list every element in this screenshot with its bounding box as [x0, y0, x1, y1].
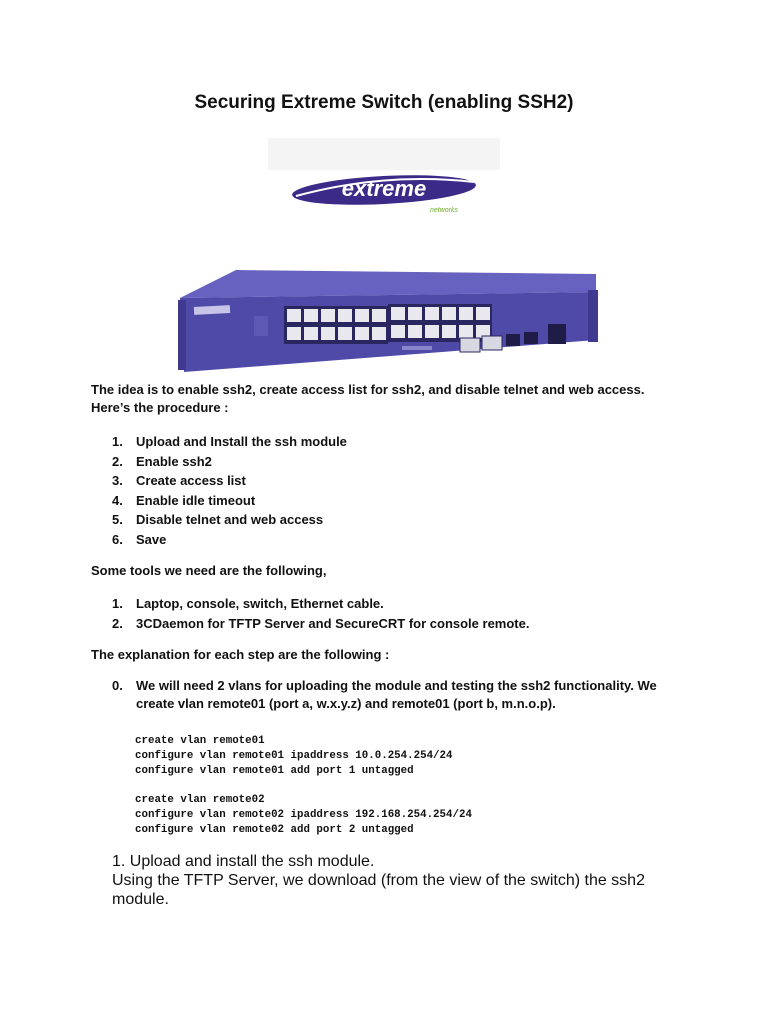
tools-intro: Some tools we need are the following,	[91, 563, 327, 578]
list-item: 2. Enable ssh2	[112, 453, 212, 469]
tools-list	[112, 594, 672, 633]
logo-subtext: networks	[429, 207, 459, 214]
intro-paragraph: The idea is to enable ssh2, create access list for ssh2, and disable telnet and web access. Here’s the procedure :	[91, 382, 645, 415]
explanation-intro: The explanation for each step are the following :	[91, 647, 390, 662]
step-1-section	[112, 852, 672, 909]
code-block-vlan-remote01: create vlan remote01 configure vlan remote01 ipaddress 10.0.254.254/24 configure vlan remote01 add port 1 untagged	[135, 735, 453, 777]
list-item: 1. Upload and install the ssh module. Using the TFTP Server, we download (from the view of the switch) the ssh2 module.	[112, 853, 645, 908]
extreme-networks-logo	[268, 138, 500, 223]
logo-text: extreme	[341, 176, 427, 201]
port-bank-2	[388, 304, 492, 342]
list-item: 6. Save	[112, 531, 167, 547]
step-1-text: Using the TFTP Server, we download (from the view of the switch) the ssh2 module.	[112, 872, 645, 908]
code-block-vlan-remote02: create vlan remote02 configure vlan remote02 ipaddress 192.168.254.254/24 configure vlan remote02 add port 2 untagged	[135, 794, 472, 836]
page-title: Securing Extreme Switch (enabling SSH2)	[194, 92, 574, 113]
procedure-list	[112, 432, 672, 549]
switch-image	[176, 268, 600, 374]
list-item: 1. Laptop, console, switch, Ethernet cable.	[112, 596, 384, 611]
port-bank-1	[284, 306, 388, 344]
list-item: 1. Upload and Install the ssh module	[112, 434, 347, 449]
explanation-list	[112, 677, 672, 713]
list-item: 5. Disable telnet and web access	[112, 512, 324, 527]
list-item: 4. Enable idle timeout	[112, 492, 256, 508]
step-1-heading: Upload and install the ssh module.	[129, 853, 375, 870]
list-item: 0. We will need 2 vlans for uploading the module and testing the ssh2 functionality. We create vlan remote01 (port a, w.x.y.z) and remote01 (port b, m.n.o.p).	[112, 678, 657, 711]
list-item: 2. 3CDaemon for TFTP Server and SecureCRT for console remote.	[112, 615, 530, 631]
list-item: 3. Create access list	[112, 473, 246, 488]
